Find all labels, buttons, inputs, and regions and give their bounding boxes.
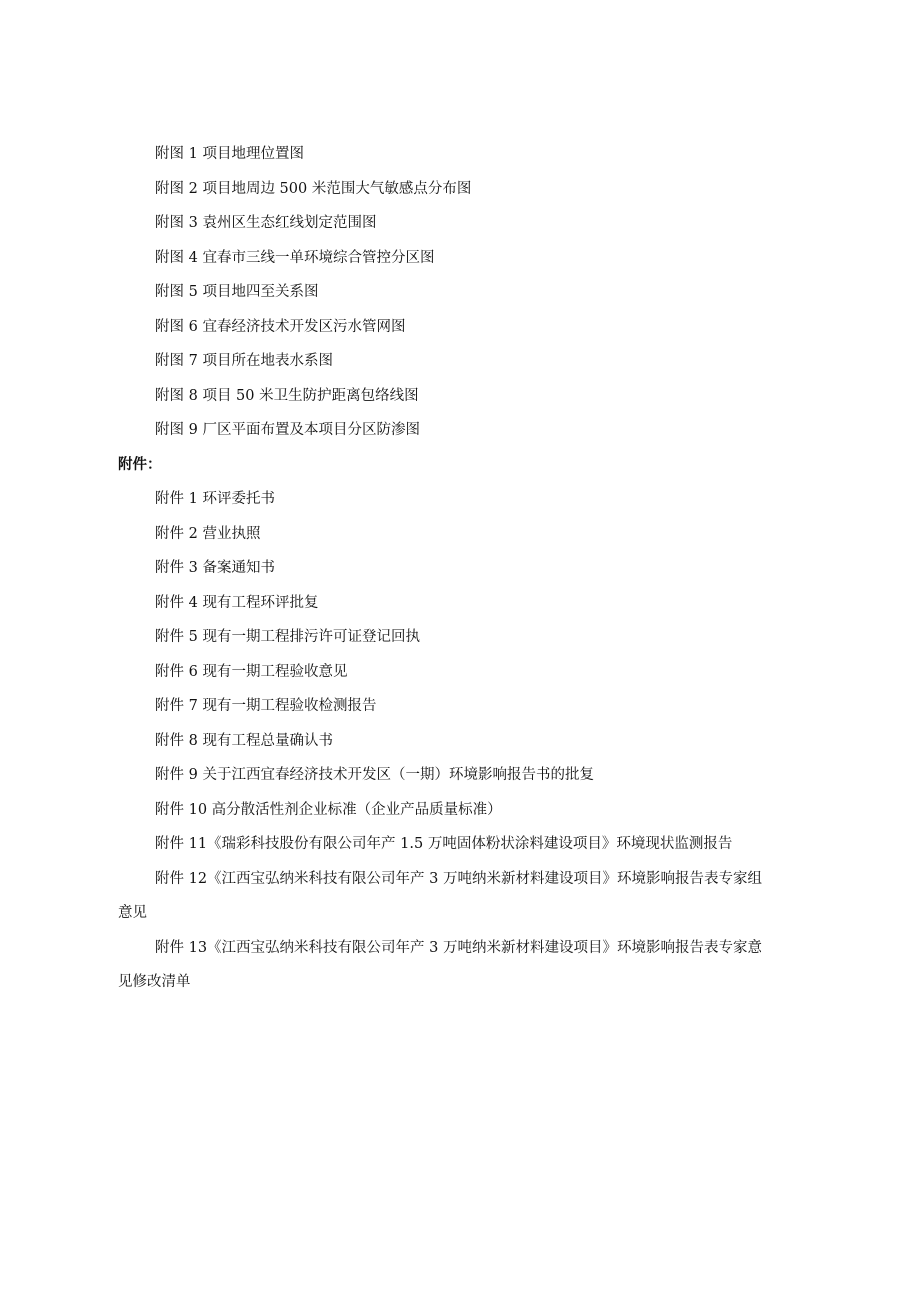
attachment-item-13-line1: 附件 13《江西宝弘纳米科技有限公司年产 3 万吨纳米新材料建设项目》环境影响报告表专家意: [155, 939, 762, 956]
attachment-item-1: 附件 1 环评委托书: [155, 491, 275, 507]
figure-item-8: 附图 8 项目 50 米卫生防护距离包络线图: [155, 387, 419, 404]
attachment-item-4: 附件 4 现有工程环评批复: [155, 594, 319, 611]
figure-item-6: 附图 6 宜春经济技术开发区污水管网图: [155, 318, 406, 335]
attachment-item-10: 附件 10 高分散活性剂企业标准（企业产品质量标准）: [155, 801, 502, 818]
attachment-item-5: 附件 5 现有一期工程排污许可证登记回执: [155, 629, 420, 645]
attachment-item-12-line1: 附件 12《江西宝弘纳米科技有限公司年产 3 万吨纳米新材料建设项目》环境影响报告表专家组: [155, 870, 762, 887]
figure-item-4: 附图 4 宜春市三线一单环境综合管控分区图: [155, 249, 435, 266]
figure-item-7: 附图 7 项目所在地表水系图: [155, 353, 333, 369]
attachment-item-13-line2: 见修改清单: [118, 974, 191, 990]
attachment-item-3: 附件 3 备案通知书: [155, 560, 275, 576]
figure-item-1: 附图 1 项目地理位置图: [155, 146, 304, 162]
attachment-item-8: 附件 8 现有工程总量确认书: [155, 732, 333, 749]
figure-item-9: 附图 9 厂区平面布置及本项目分区防渗图: [155, 422, 420, 438]
figure-item-2: 附图 2 项目地周边 500 米范围大气敏感点分布图: [155, 180, 472, 197]
attachment-item-6: 附件 6 现有一期工程验收意见: [155, 663, 348, 680]
figure-item-3: 附图 3 袁州区生态红线划定范围图: [155, 215, 377, 231]
attachment-list: [118, 137, 798, 1000]
attachments-heading: 附件：: [118, 456, 162, 473]
attachment-item-7: 附件 7 现有一期工程验收检测报告: [155, 698, 377, 714]
attachment-item-2: 附件 2 营业执照: [155, 525, 261, 542]
attachment-item-11: 附件 11《瑞彩科技股份有限公司年产 1.5 万吨固体粉状涂料建设项目》环境现状监测报告: [155, 836, 733, 852]
attachment-item-9: 附件 9 关于江西宜春经济技术开发区（一期）环境影响报告书的批复: [155, 767, 594, 783]
figure-item-5: 附图 5 项目地四至关系图: [155, 284, 319, 300]
attachment-item-12-line2: 意见: [118, 905, 147, 921]
